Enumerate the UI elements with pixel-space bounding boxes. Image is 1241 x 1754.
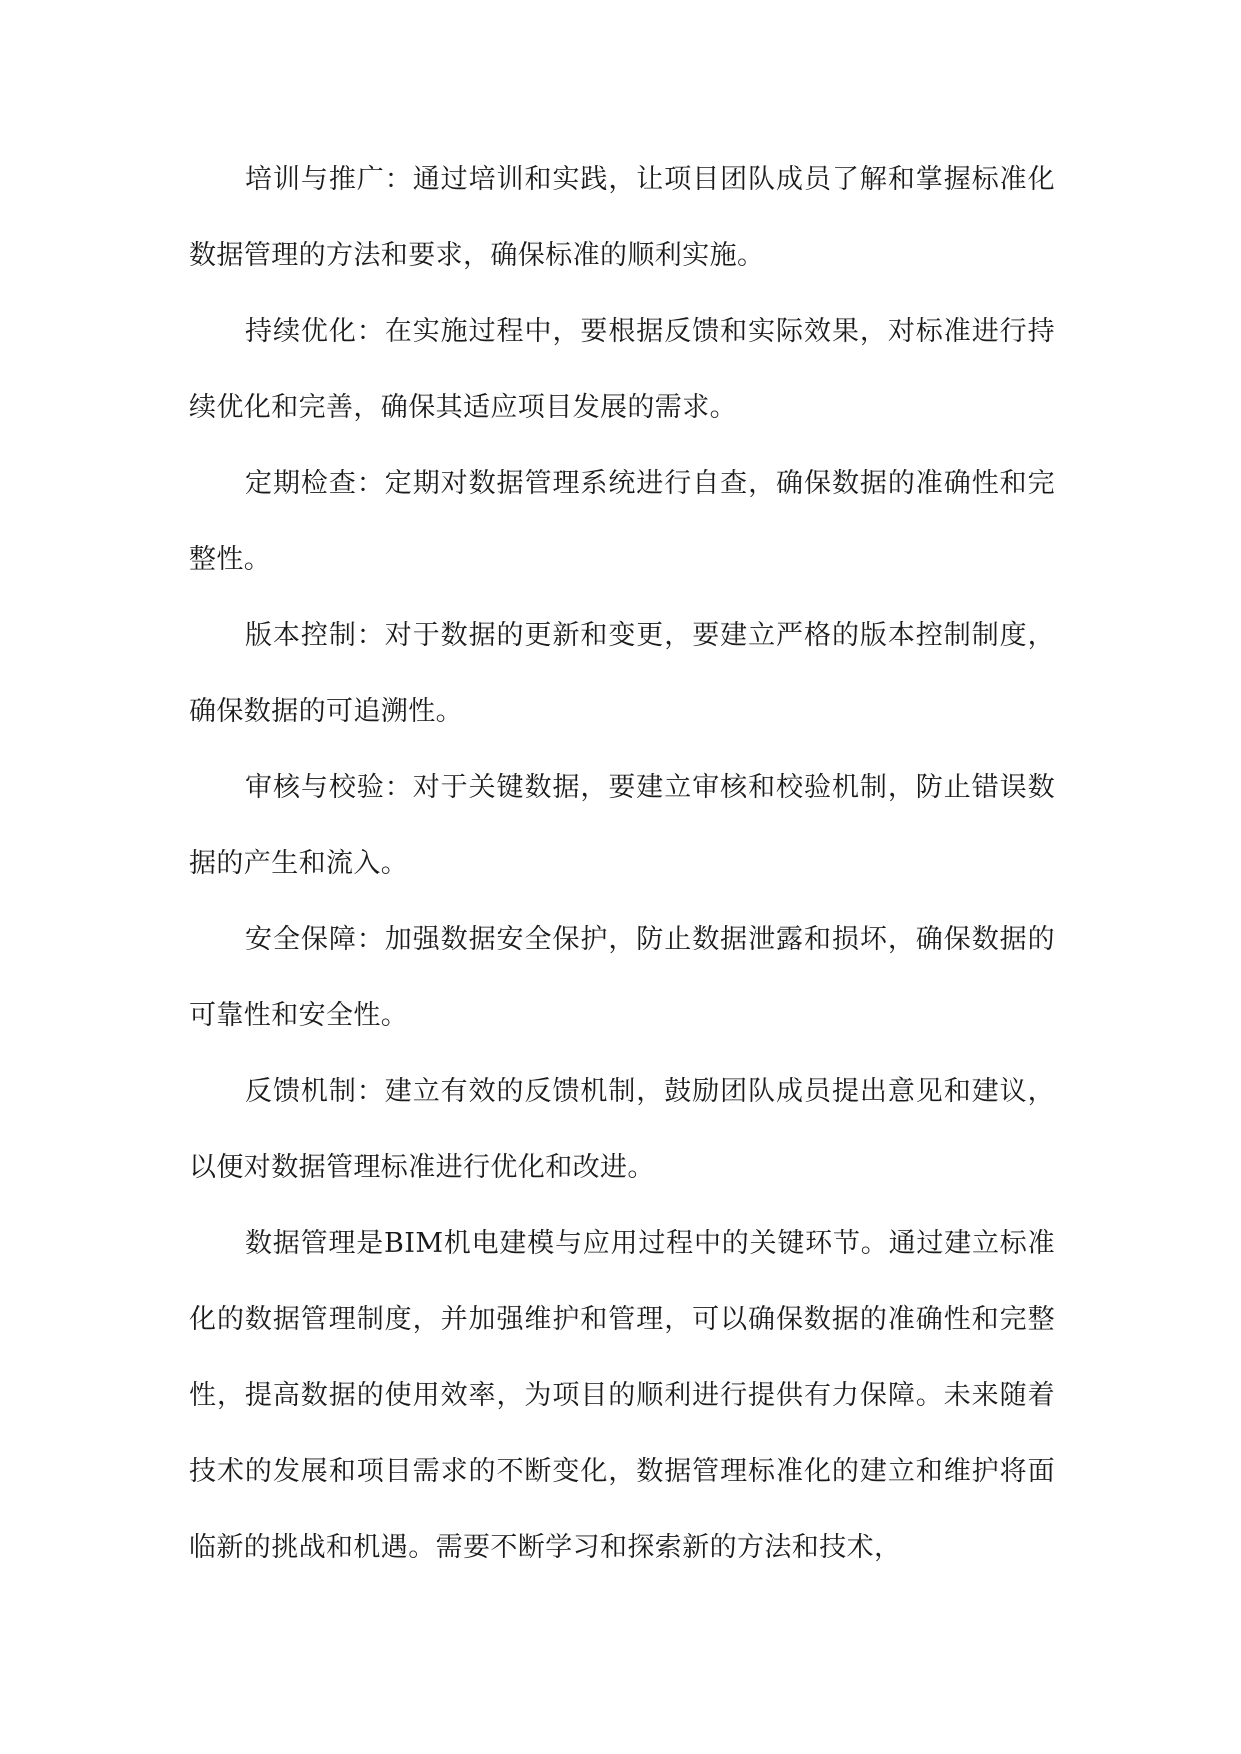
- paragraph-version-control: 版本控制：对于数据的更新和变更，要建立严格的版本控制制度，确保数据的可追溯性。: [189, 620, 1055, 727]
- paragraph-review-verification: 审核与校验：对于关键数据，要建立审核和校验机制，防止错误数据的产生和流入。: [189, 772, 1055, 879]
- paragraph-summary: 数据管理是BIM机电建模与应用过程中的关键环节。通过建立标准化的数据管理制度，并加强维护和管理，可以确保数据的准确性和完整性，提高数据的使用效率，为项目的顺利进行提供有力保障。未来随着技术的发展和项目需求的不断变化，数据管理标准化的建立和维护将面临新的挑战和机遇。需要不断学习和探索新的方法和技术，: [189, 1228, 1055, 1563]
- paragraph-security: 安全保障：加强数据安全保护，防止数据泄露和损坏，确保数据的可靠性和安全性。: [189, 924, 1055, 1031]
- paragraph-feedback-mechanism: 反馈机制：建立有效的反馈机制，鼓励团队成员提出意见和建议，以便对数据管理标准进行优化和改进。: [189, 1076, 1055, 1183]
- paragraph-training-promotion: 培训与推广：通过培训和实践，让项目团队成员了解和掌握标准化数据管理的方法和要求，确保标准的顺利实施。: [189, 164, 1055, 271]
- paragraph-continuous-optimization: 持续优化：在实施过程中，要根据反馈和实际效果，对标准进行持续优化和完善，确保其适应项目发展的需求。: [189, 316, 1055, 423]
- paragraph-periodic-check: 定期检查：定期对数据管理系统进行自查，确保数据的准确性和完整性。: [189, 468, 1055, 575]
- document-body: [189, 142, 1055, 1586]
